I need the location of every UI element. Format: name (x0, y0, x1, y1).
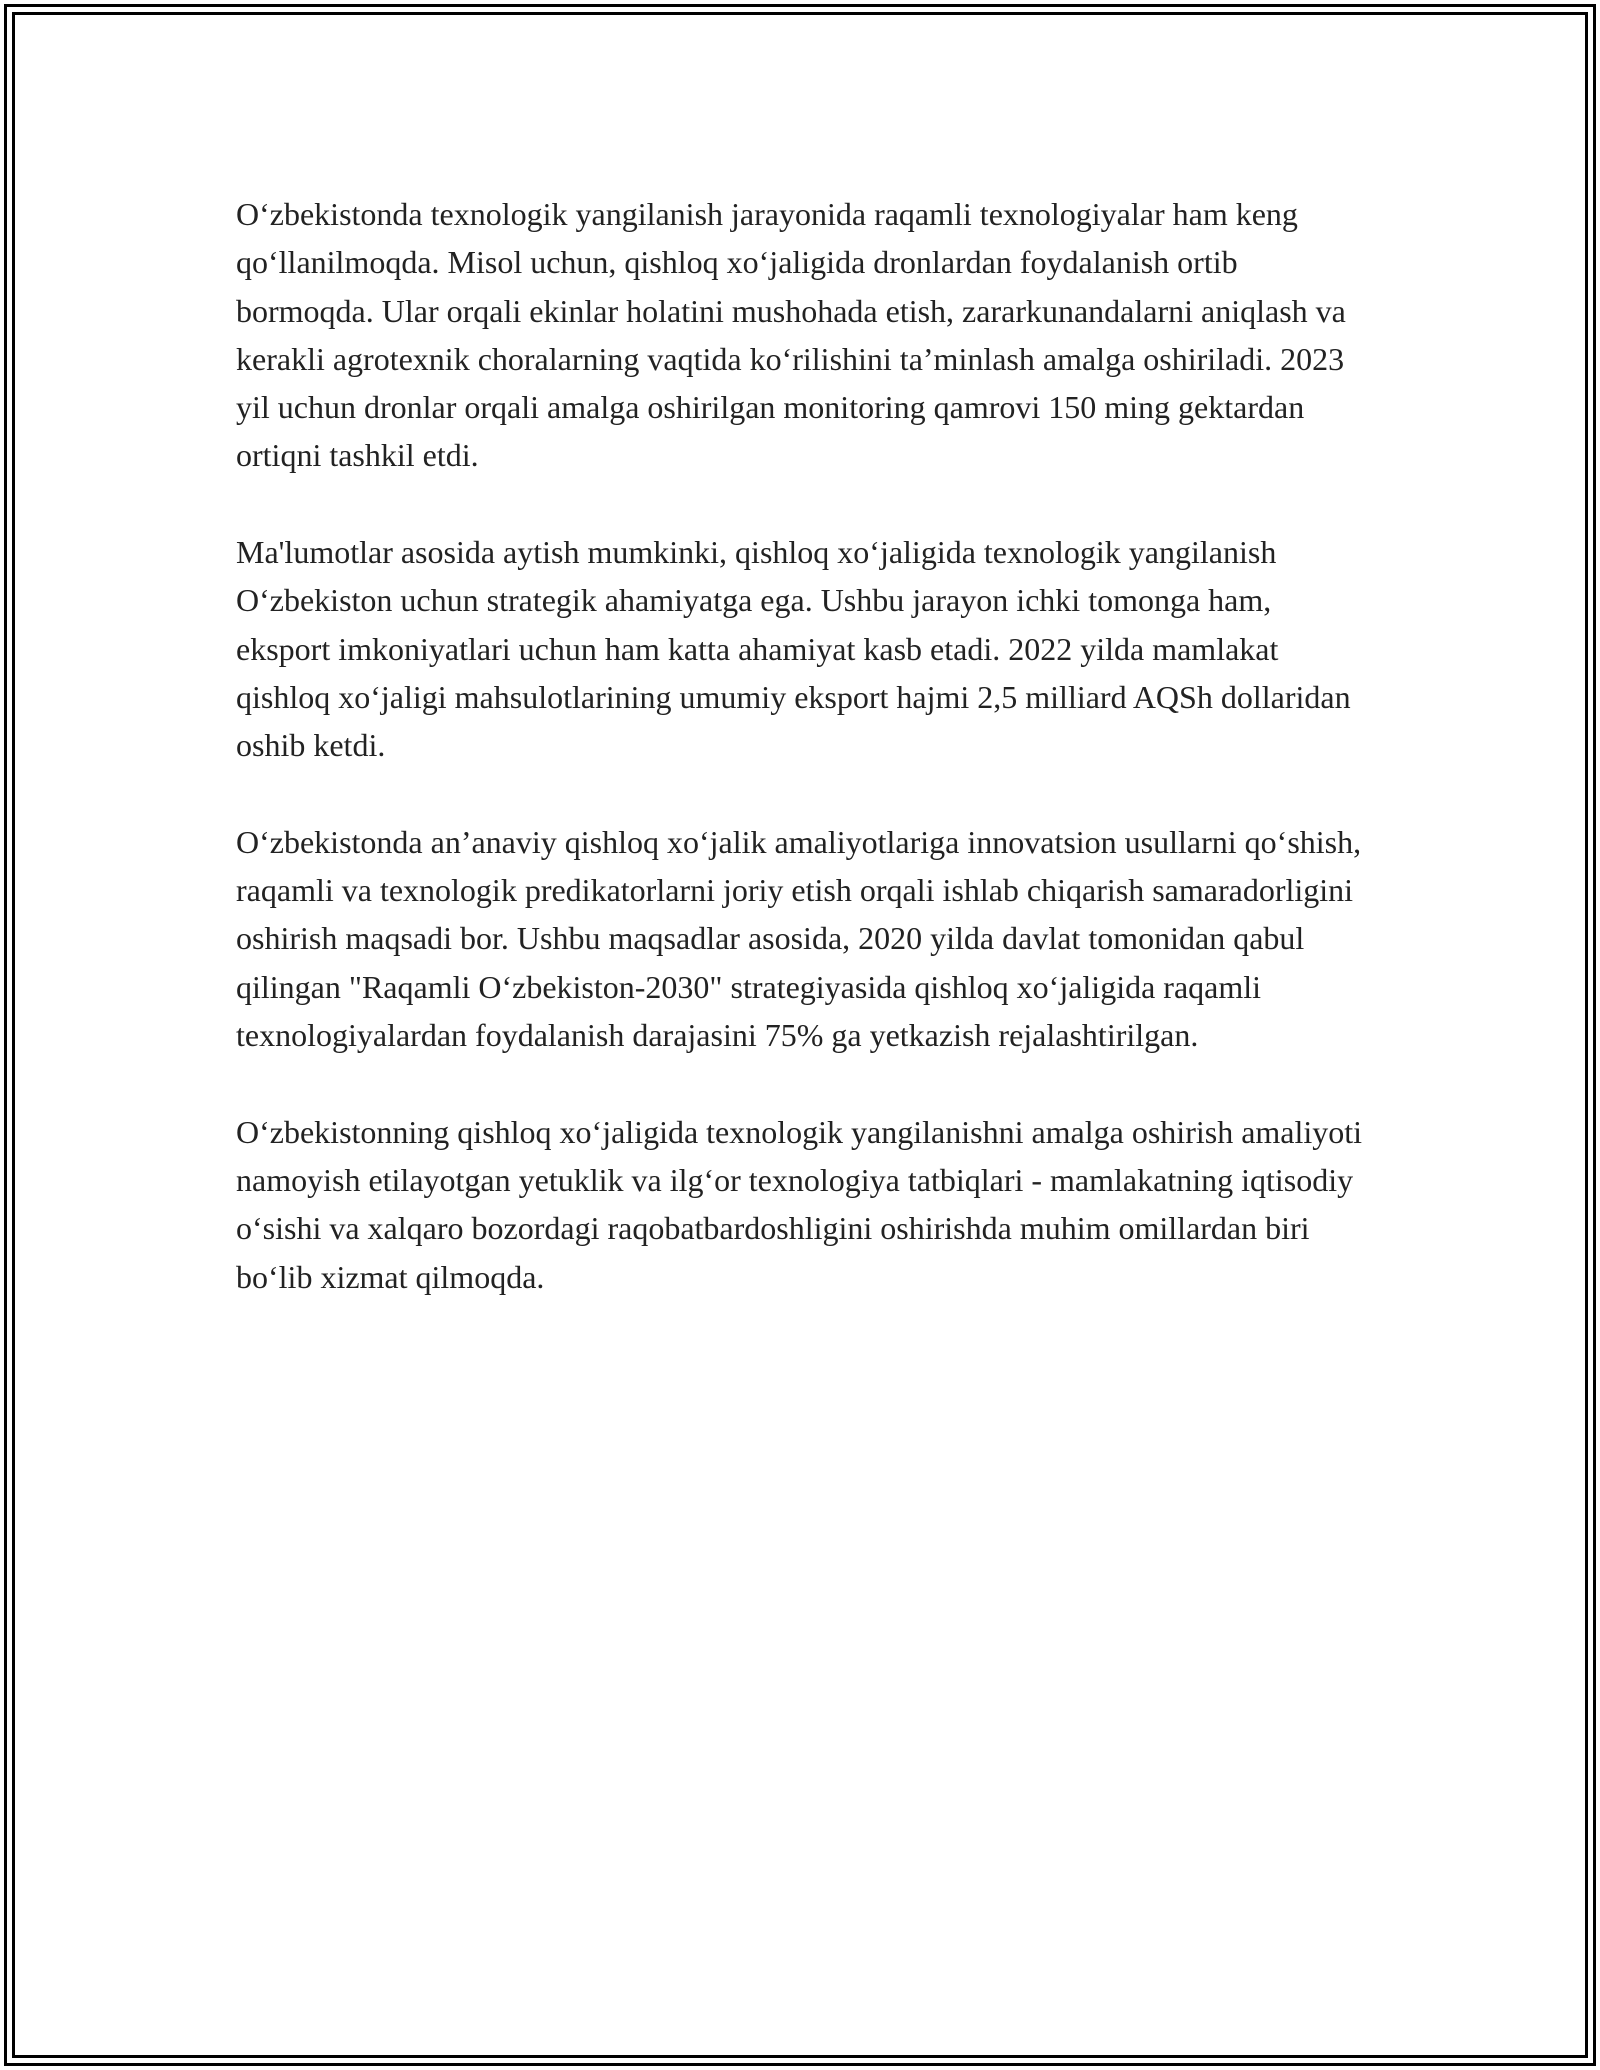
paragraph-digital-strategy: O‘zbekistonda an’anaviy qishloq xo‘jalik amaliyotlariga innovatsion usullarni qo‘shish, raqamli va texnologik predikatorlarni joriy etish orqali ishlab chiqarish samaradorligini oshirish maqsadi bor. Ushbu maqsadlar asosida, 2020 yilda davlat tomonidan qabul qilingan "Raqamli O‘zbekiston-2030" strategiyasida qishloq xo‘jaligida raqamli texnologiyalardan foydalanish darajasini 75% ga yetkazish rejalashtirilgan. (236, 823, 1362, 1054)
paragraph-conclusion: O‘zbekistonning qishloq xo‘jaligida texnologik yangilanishni amalga oshirish amaliyoti namoyish etilayotgan yetuklik va ilg‘or texnologiya tatbiqlari - mamlakatning iqtisodiy o‘sishi va xalqaro bozordagi raqobatbardoshligini oshirishda muhim omillardan biri bo‘lib xizmat qilmoqda. (236, 1113, 1363, 1295)
document-body (236, 190, 1366, 1349)
paragraph-drone-monitoring: O‘zbekistonda texnologik yangilanish jarayonida raqamli texnologiyalar ham keng qo‘llanilmoqda. Misol uchun, qishloq xo‘jaligida dronlardan foydalanish ortib bormoqda. Ular orqali ekinlar holatini mushohada etish, zararkunandalarni aniqlash va kerakli agrotexnik choralarning vaqtida ko‘rilishini ta’minlash amalga oshiriladi. 2023 yil uchun dronlar orqali amalga oshirilgan monitoring qamrovi 150 ming gektardan ortiqni tashkil etdi. (236, 196, 1346, 474)
paragraph-export-volume: Ma'lumotlar asosida aytish mumkinki, qishloq xo‘jaligida texnologik yangilanish O‘zbekiston uchun strategik ahamiyatga ega. Ushbu jarayon ichki tomonga ham, eksport imkoniyatlari uchun ham katta ahamiyat kasb etadi. 2022 yilda mamlakat qishloq xo‘jaligi mahsulotlarining umumiy eksport hajmi 2,5 milliard AQSh dollaridan oshib ketdi. (236, 534, 1351, 764)
